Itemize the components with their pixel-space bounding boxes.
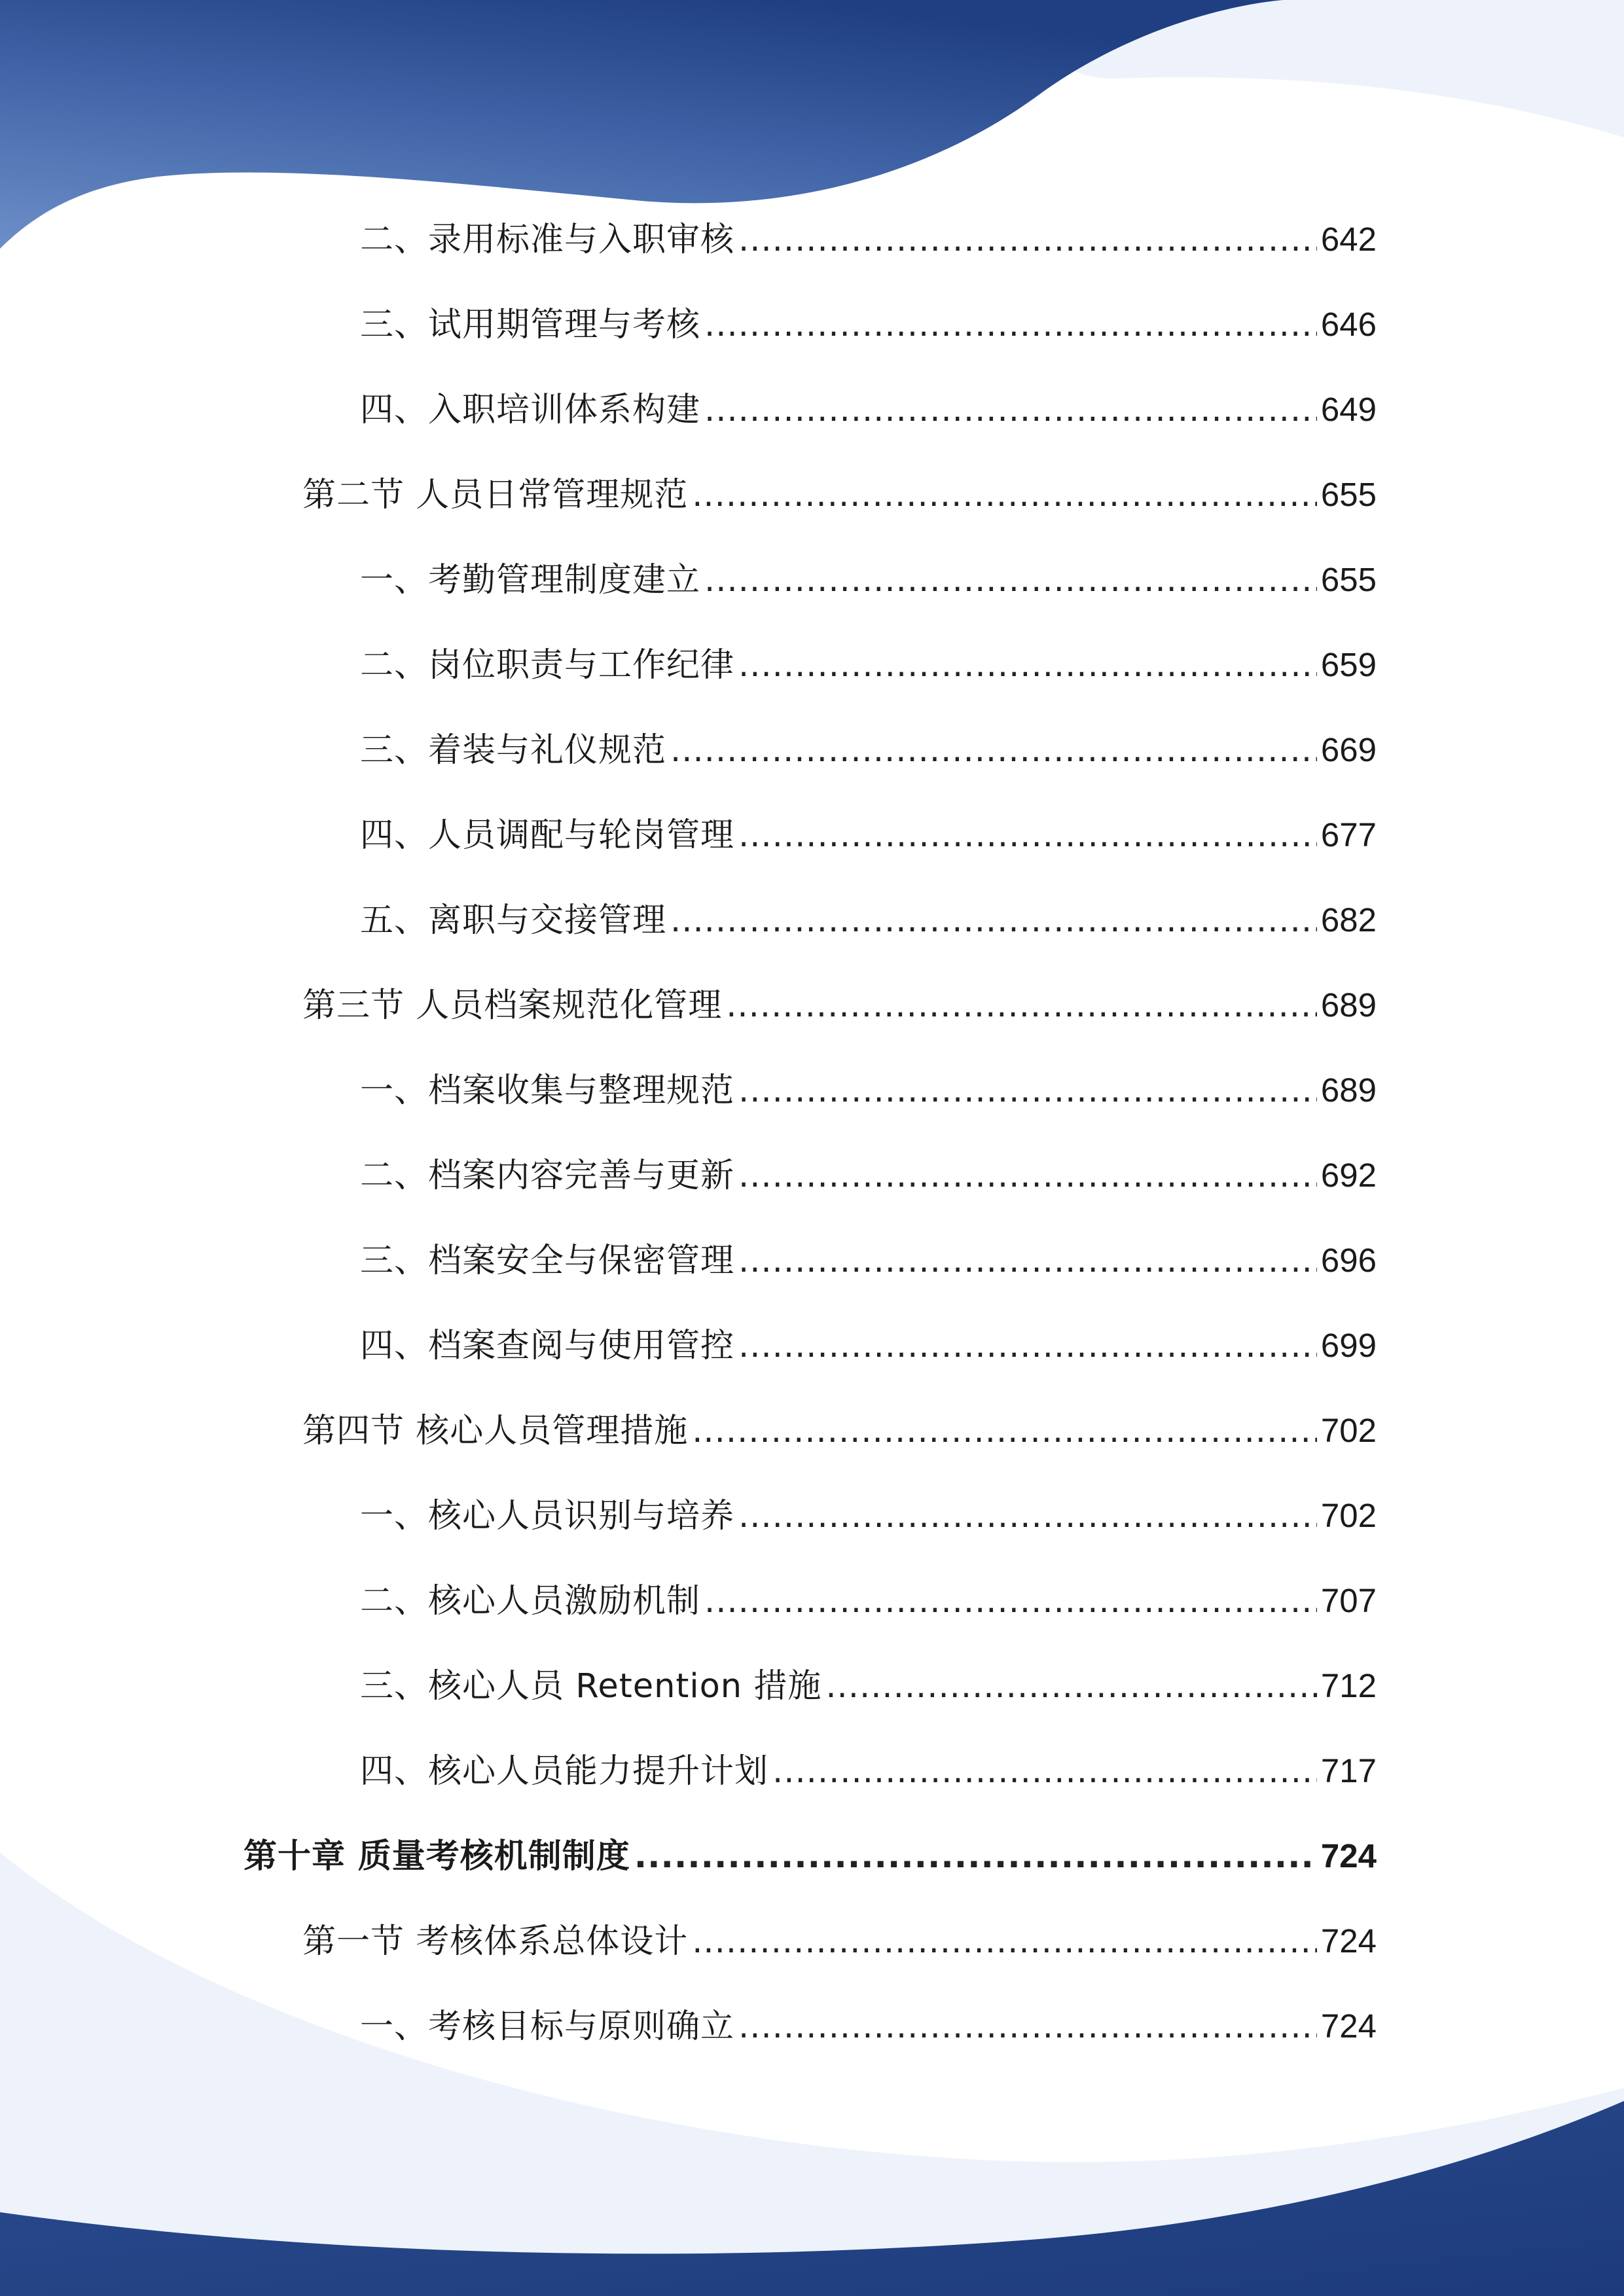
toc-section-entry[interactable] xyxy=(302,1920,1377,1962)
toc-entry-title: 第一节 考核体系总体设计 xyxy=(302,1922,689,1961)
toc-entry-title: 四、人员调配与轮岗管理 xyxy=(360,816,735,855)
toc-entry-title: 一、考核目标与原则确立 xyxy=(360,2007,735,2046)
dot-leader xyxy=(738,1325,1317,1367)
toc-entry-page: 655 xyxy=(1320,476,1377,513)
toc-entry[interactable] xyxy=(360,729,1377,771)
toc-entry-title: 三、试用期管理与考核 xyxy=(360,306,701,344)
toc-entry-page: 682 xyxy=(1320,901,1377,939)
toc-section-entry[interactable] xyxy=(302,474,1377,516)
toc-chapter-entry[interactable] xyxy=(244,1835,1377,1877)
dot-leader xyxy=(692,1410,1317,1452)
dot-leader xyxy=(634,1836,1317,1878)
toc-entry-page: 649 xyxy=(1320,391,1377,428)
toc-entry-title: 二、档案内容完善与更新 xyxy=(360,1157,735,1195)
dot-leader xyxy=(670,730,1317,772)
toc-entry-title: 二、核心人员激励机制 xyxy=(360,1582,701,1621)
dot-leader xyxy=(704,1581,1317,1623)
toc-entry-title: 四、核心人员能力提升计划 xyxy=(360,1752,769,1791)
toc-entry-page: 689 xyxy=(1320,986,1377,1024)
toc-entry-page: 646 xyxy=(1320,306,1377,343)
dot-leader xyxy=(772,1751,1317,1793)
toc-entry[interactable] xyxy=(360,389,1377,431)
toc-entry-page: 699 xyxy=(1320,1327,1377,1364)
toc-entry-title: 四、入职培训体系构建 xyxy=(360,391,701,429)
dot-leader xyxy=(704,304,1317,346)
toc-entry-title: 三、档案安全与保密管理 xyxy=(360,1242,735,1280)
toc-entry[interactable] xyxy=(360,1495,1377,1537)
dot-leader xyxy=(738,1496,1317,1537)
toc-entry-page: 712 xyxy=(1320,1667,1377,1704)
dot-leader xyxy=(738,219,1317,261)
dot-leader xyxy=(738,2006,1317,2048)
toc-entry[interactable] xyxy=(360,1665,1377,1707)
dot-leader xyxy=(738,1240,1317,1282)
toc-entry[interactable] xyxy=(360,814,1377,856)
dot-leader xyxy=(692,1921,1317,1963)
toc-entry-title: 第三节 人员档案规范化管理 xyxy=(302,986,723,1025)
toc-entry-title: 五、离职与交接管理 xyxy=(360,901,667,940)
toc-entry[interactable] xyxy=(360,899,1377,941)
dot-leader xyxy=(738,645,1317,687)
toc-section-entry[interactable] xyxy=(302,984,1377,1026)
toc-entry-title: 第二节 人员日常管理规范 xyxy=(302,476,689,514)
toc-entry-title: 一、档案收集与整理规范 xyxy=(360,1071,735,1110)
toc-entry-page: 702 xyxy=(1320,1412,1377,1449)
toc-entry[interactable] xyxy=(360,304,1377,346)
toc-entry-title: 第四节 核心人员管理措施 xyxy=(302,1412,689,1450)
toc-entry[interactable] xyxy=(360,1240,1377,1282)
toc-entry-page: 692 xyxy=(1320,1157,1377,1194)
toc-entry[interactable] xyxy=(360,1155,1377,1196)
toc-entry-title: 第十章 质量考核机制制度 xyxy=(244,1837,630,1876)
dot-leader xyxy=(738,815,1317,857)
toc-entry-page: 642 xyxy=(1320,221,1377,258)
toc-entry[interactable] xyxy=(360,219,1377,260)
toc-entry-page: 689 xyxy=(1320,1071,1377,1109)
toc-entry-page: 696 xyxy=(1320,1242,1377,1279)
toc-entry-page: 724 xyxy=(1320,2007,1377,2045)
dot-leader xyxy=(692,475,1317,516)
toc-entry-page: 724 xyxy=(1320,1922,1377,1960)
toc-entry[interactable] xyxy=(360,1325,1377,1367)
toc-entry-page: 707 xyxy=(1320,1582,1377,1619)
toc-entry-title: 四、档案查阅与使用管控 xyxy=(360,1327,735,1365)
toc-entry-page: 717 xyxy=(1320,1752,1377,1789)
toc-entry[interactable] xyxy=(360,2005,1377,2047)
toc-entry[interactable] xyxy=(360,644,1377,686)
toc-entry-page: 724 xyxy=(1320,1837,1377,1874)
toc-entry-page: 655 xyxy=(1320,561,1377,598)
toc-entry-title: 一、考勤管理制度建立 xyxy=(360,561,701,600)
toc-entry[interactable] xyxy=(360,1750,1377,1792)
dot-leader xyxy=(704,389,1317,431)
toc-entry[interactable] xyxy=(360,1069,1377,1111)
dot-leader xyxy=(738,1070,1317,1112)
toc-entry-page: 659 xyxy=(1320,646,1377,683)
dot-leader xyxy=(726,985,1317,1027)
toc-entry-page: 702 xyxy=(1320,1497,1377,1534)
dot-leader xyxy=(738,1155,1317,1197)
toc-entry-title: 二、岗位职责与工作纪律 xyxy=(360,646,735,685)
toc-entry[interactable] xyxy=(360,559,1377,601)
dot-leader xyxy=(825,1666,1317,1708)
toc-entry-page: 669 xyxy=(1320,731,1377,768)
toc-entry-title: 三、核心人员 Retention 措施 xyxy=(360,1667,822,1706)
toc-entry-page: 677 xyxy=(1320,816,1377,853)
toc-section-entry[interactable] xyxy=(302,1410,1377,1452)
toc-entry[interactable] xyxy=(360,1580,1377,1622)
dot-leader xyxy=(704,560,1317,601)
toc-entry-title: 二、录用标准与入职审核 xyxy=(360,221,735,259)
dot-leader xyxy=(670,900,1317,942)
toc-entry-title: 一、核心人员识别与培养 xyxy=(360,1497,735,1535)
toc-entry-title: 三、着装与礼仪规范 xyxy=(360,731,667,770)
